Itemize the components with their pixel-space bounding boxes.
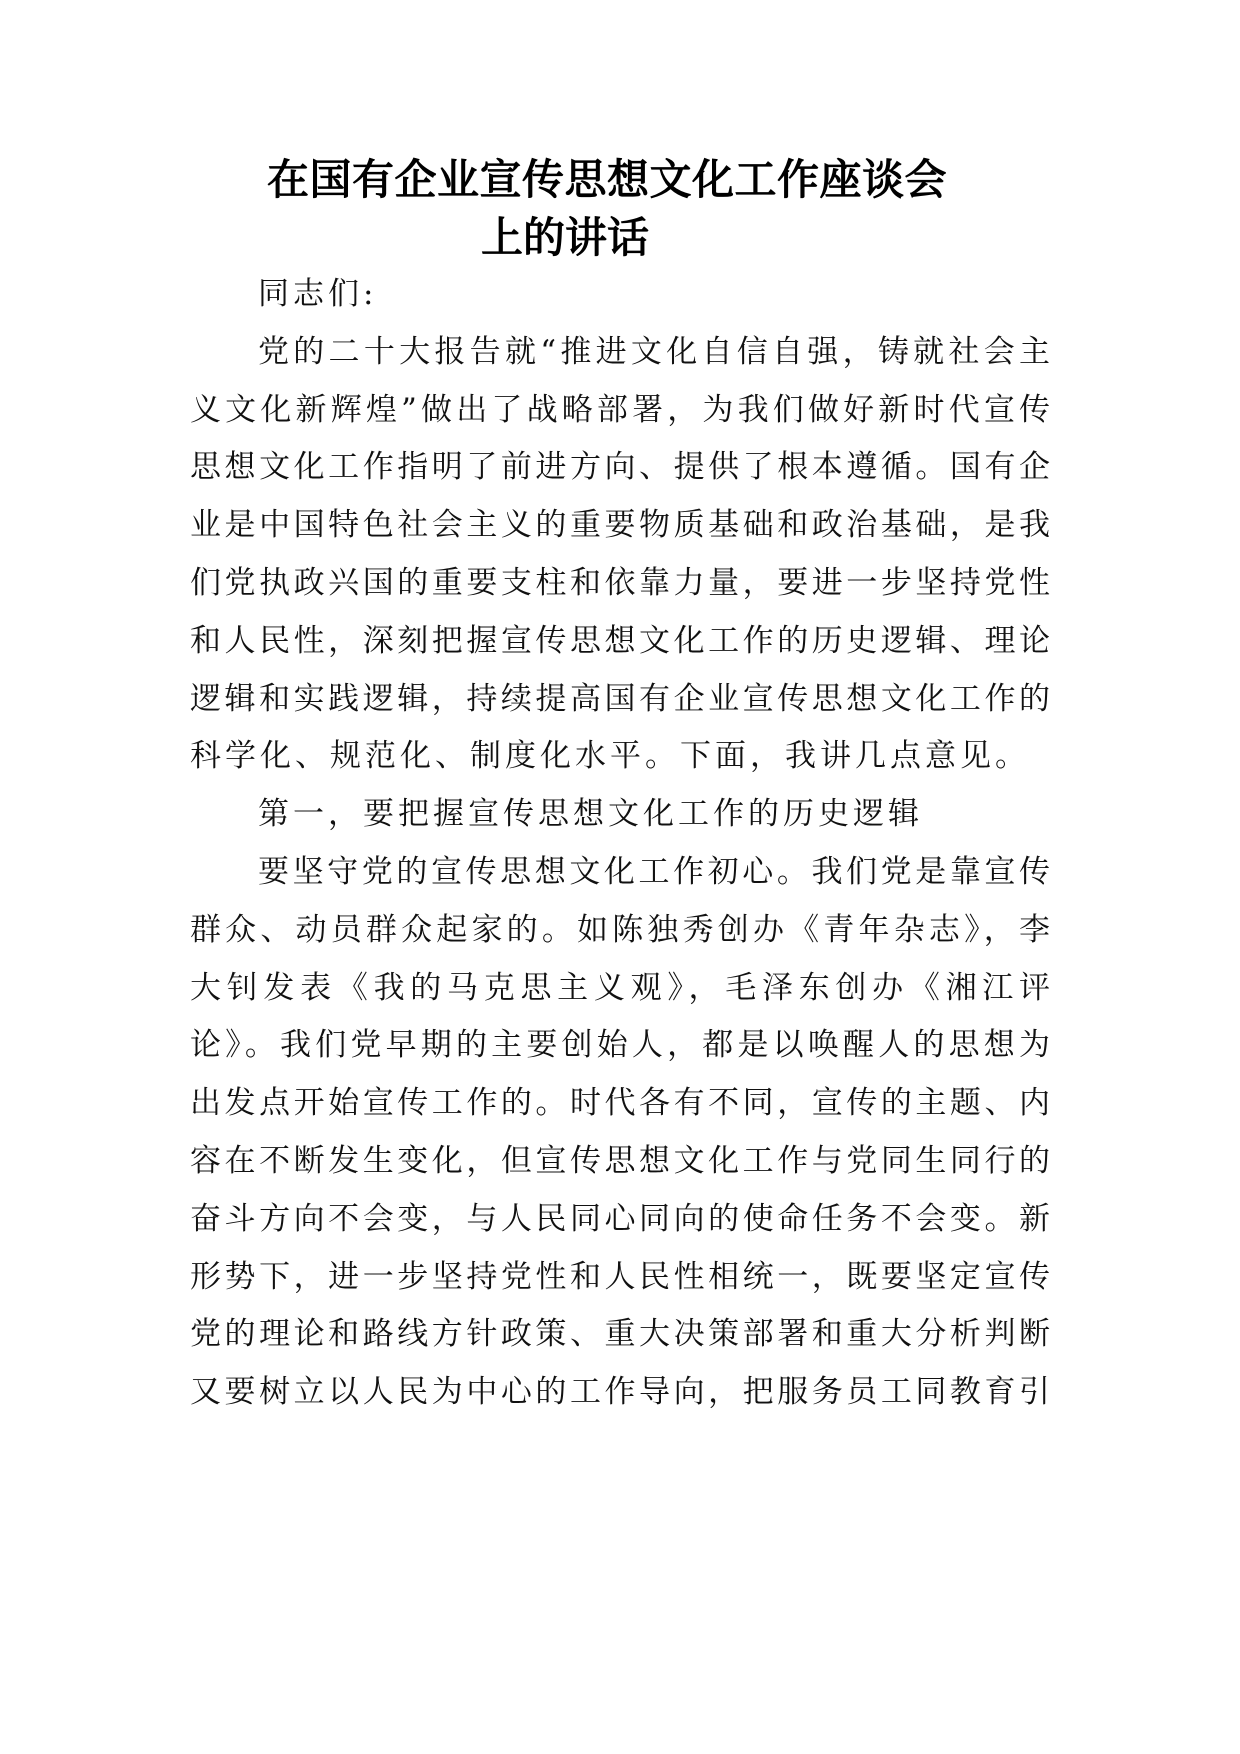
text-line: 们党执政兴国的重要支柱和依靠力量，要进一步坚持党性 bbox=[190, 564, 1050, 601]
document-title-line-2: 上的讲话 bbox=[481, 213, 650, 262]
text-line: 出发点开始宣传工作的。时代各有不同，宣传的主题、内 bbox=[190, 1085, 1050, 1122]
text-line: 逻辑和实践逻辑，持续提高国有企业宣传思想文化工作的 bbox=[190, 680, 1050, 717]
document-body bbox=[190, 266, 1050, 1422]
text-line: 业是中国特色社会主义的重要物质基础和政治基础，是我 bbox=[190, 507, 1050, 544]
text-line: 要坚守党的宣传思想文化工作初心。我们党是靠宣传 bbox=[258, 853, 1050, 890]
text-line: 奋斗方向不会变，与人民同心同向的使命任务不会变。新 bbox=[190, 1200, 1050, 1237]
text-line: 科学化、规范化、制度化水平。下面，我讲几点意见。 bbox=[190, 738, 1030, 775]
text-line: 群众、动员群众起家的。如陈独秀创办《青年杂志》，李 bbox=[190, 911, 1050, 948]
text-line: 形势下，进一步坚持党性和人民性相统一，既要坚定宣传 bbox=[190, 1258, 1050, 1295]
section-heading: 第一，要把握宣传思想文化工作的历史逻辑 bbox=[258, 796, 923, 833]
text-line: 容在不断发生变化，但宣传思想文化工作与党同生同行的 bbox=[190, 1142, 1050, 1179]
text-line: 又要树立以人民为中心的工作导向，把服务员工同教育引 bbox=[190, 1374, 1050, 1411]
salutation: 同志们: bbox=[258, 276, 378, 312]
document-title-line-1: 在国有企业宣传思想文化工作座谈会 bbox=[267, 155, 948, 204]
text-line: 义文化新辉煌”做出了战略部署，为我们做好新时代宣传 bbox=[190, 391, 1050, 428]
text-line: 和人民性，深刻把握宣传思想文化工作的历史逻辑、理论 bbox=[190, 622, 1050, 659]
text-line: 党的理论和路线方针政策、重大决策部署和重大分析判断 bbox=[190, 1316, 1050, 1353]
text-line: 大钊发表《我的马克思主义观》，毛泽东创办《湘江评 bbox=[190, 969, 1050, 1006]
text-line: 思想文化工作指明了前进方向、提供了根本遵循。国有企 bbox=[190, 449, 1050, 486]
text-line: 论》。我们党早期的主要创始人，都是以唤醒人的思想为 bbox=[190, 1027, 1050, 1064]
text-line: 党的二十大报告就“推进文化自信自强，铸就社会主 bbox=[258, 333, 1050, 370]
